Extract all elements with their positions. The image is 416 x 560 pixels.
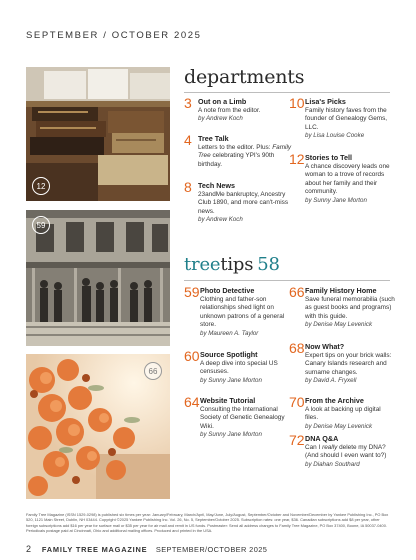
section-divider — [184, 92, 390, 93]
section-divider — [184, 280, 390, 281]
page-number: 12 — [289, 151, 305, 167]
entry-description: Clothing and father-son relationships shed light on unknown patrons of a general store. — [200, 295, 285, 329]
entry-byline: by Denise May Levenick — [305, 422, 373, 430]
entry-byline: by Diahan Southard — [305, 460, 360, 468]
entry-description: Expert tips on your brick walls: Canary Islands research and surname changes. — [305, 351, 392, 376]
entry-byline: by Sunny Jane Morton — [200, 431, 262, 439]
treetips-page-number: 58 — [257, 254, 280, 275]
entry-title: From the Archive — [305, 396, 364, 405]
page-number: 4 — [184, 132, 192, 148]
toc-entry-source-spotlight[interactable] — [184, 350, 292, 385]
entry-description: 23andMe bankruptcy, Ancestry Club 1890, and more can't-miss news. — [198, 190, 289, 215]
entry-title: Source Spotlight — [200, 350, 258, 359]
page-number: 10 — [289, 95, 305, 111]
page-number: 64 — [184, 394, 200, 410]
entry-byline: by Andrew Koch — [198, 115, 243, 123]
entry-description: Save funeral memorabilia (such as guest books and programs) with this guide. — [305, 295, 395, 320]
toc-entry-website-tutorial[interactable] — [184, 396, 292, 440]
page-badge: 66 — [144, 362, 162, 380]
toc-entry-family-history-home[interactable] — [289, 286, 395, 330]
entry-title: DNA Q&A — [305, 434, 339, 443]
issue-date: SEPTEMBER / OCTOBER 2025 — [26, 30, 202, 41]
page-number: 72 — [289, 432, 305, 448]
entry-byline: by Sunny Jane Morton — [200, 376, 262, 384]
page-number: 59 — [184, 284, 200, 300]
page-number: 66 — [289, 284, 305, 300]
entry-byline: by Lisa Louise Cooke — [305, 132, 365, 140]
publication-notice: Family Tree Magazine (ISSN 1529-0298) is published six times per year: January/February, March/April, May/June, July/August, September/October and November/December by Yankee Publishing Inc., PO Box 520, 1121 Main Street, Dublin, NH 03444. Copyright ©2025 Yankee Publishing Inc. Vol. 26, No. 5, September/October 2025. Subscription rates: one year, $36. Canadian subscriptions add $8 per year, other foreign subscriptions add $16 per year for surface mail or $35 per year for air mail and remit in US funds. Postmaster: Send all address changes to Family Tree Magazine, PO Box 37400, Boone, IA 50037-0400. Periodicals postage paid at Cincinnati, Ohio and additional mailing offices. Produced and printed in the USA. — [26, 512, 389, 534]
toc-entry-out-on-a-limb[interactable] — [184, 97, 292, 124]
page-footer — [26, 544, 267, 554]
departments-heading: departments — [184, 66, 305, 88]
photo-old-books — [26, 67, 170, 201]
entry-byline: by Sunny Jane Morton — [305, 196, 367, 204]
entry-description: Can I really delete my DNA? (And should I even want to?) — [305, 443, 387, 460]
page-number: 68 — [289, 340, 305, 356]
entry-byline: by David A. Fryxell — [305, 377, 357, 385]
toc-entry-stories-to-tell[interactable] — [289, 153, 393, 205]
page-badge: 59 — [32, 216, 50, 234]
page-badge: 12 — [32, 177, 50, 195]
entry-byline: by Denise May Levenick — [305, 321, 373, 329]
entry-title: Photo Detective — [200, 286, 255, 295]
entry-description: Consulting the International Society of Genetic Genealogy Wiki. — [200, 405, 285, 430]
entry-description: A note from the editor. — [198, 106, 261, 114]
toc-entry-tech-news[interactable] — [184, 181, 292, 225]
toc-entry-lisas-picks[interactable] — [289, 97, 393, 141]
toc-entry-from-the-archive[interactable] — [289, 396, 395, 431]
footer-magazine-name: FAMILY TREE MAGAZINE — [41, 545, 148, 554]
page-number: 60 — [184, 348, 200, 364]
entry-byline: by Maureen A. Taylor — [200, 329, 259, 337]
entry-title: Website Tutorial — [200, 396, 256, 405]
photo-general-store — [26, 210, 170, 346]
entry-description: A look at backing up digital files. — [305, 405, 381, 422]
footer-issue: SEPTEMBER/OCTOBER 2025 — [155, 545, 268, 554]
page-number: 3 — [184, 95, 192, 111]
footer-page-number: 2 — [26, 544, 32, 554]
entry-title: Family History Home — [305, 286, 377, 295]
page-number: 8 — [184, 179, 192, 195]
page-number: 70 — [289, 394, 305, 410]
entry-title: Tech News — [198, 181, 236, 190]
entry-description: A deep dive into special US censuses. — [200, 359, 278, 376]
toc-entry-now-what[interactable] — [289, 342, 395, 386]
entry-title: Tree Talk — [198, 134, 229, 143]
entry-title: Now What? — [305, 342, 345, 351]
entry-description: Family history faves from the founder of Genealogy Gems, LLC. — [305, 106, 388, 131]
treetips-heading: treetips 58 — [184, 254, 280, 275]
toc-entry-photo-detective[interactable] — [184, 286, 292, 338]
entry-title: Out on a Limb — [198, 97, 247, 106]
entry-description: Letters to the editor. Plus: Family Tree celebrating YPI's 90th birthday. — [198, 143, 292, 168]
entry-description: A chance discovery leads one woman to a trove of records about her family and their community. — [305, 162, 390, 196]
photo-funeral-flowers — [26, 354, 170, 499]
toc-entry-dna-qa[interactable] — [289, 434, 395, 469]
entry-byline: by Andrew Koch — [198, 216, 243, 224]
toc-entry-tree-talk[interactable] — [184, 134, 292, 169]
entry-title: Stories to Tell — [305, 153, 352, 162]
entry-title: Lisa's Picks — [305, 97, 346, 106]
